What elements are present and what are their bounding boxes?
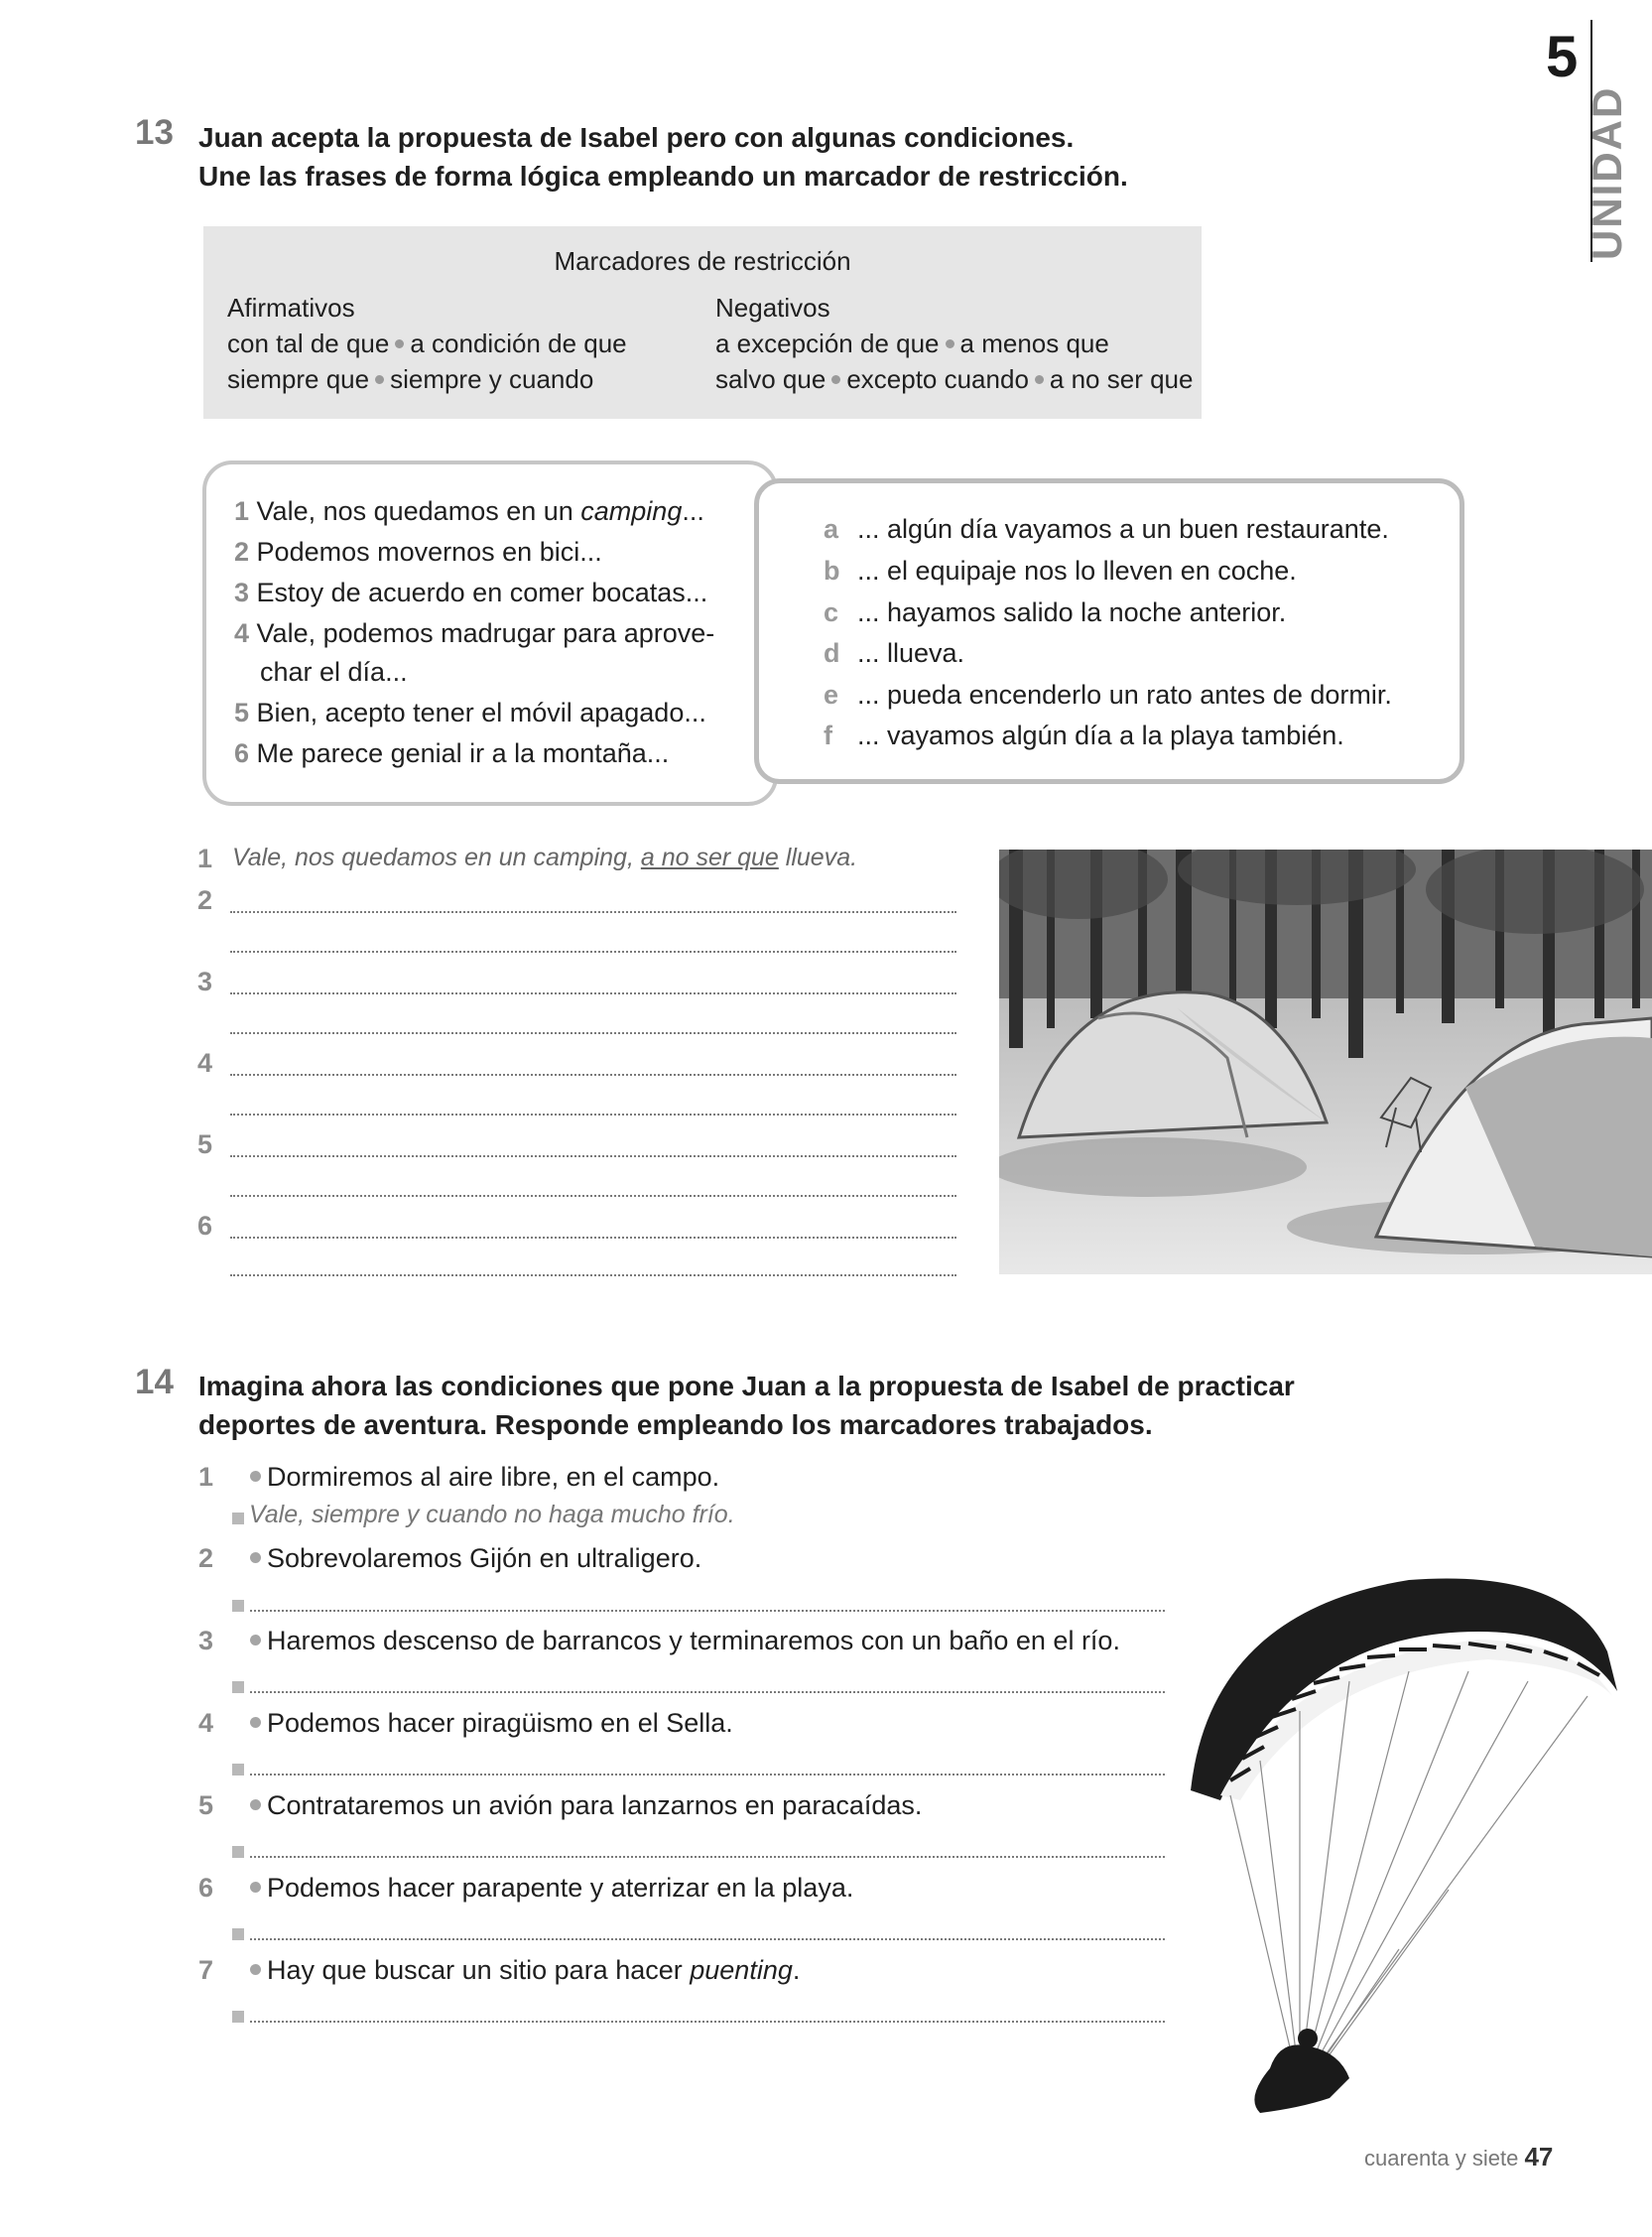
- response-line[interactable]: [250, 1856, 1165, 1858]
- proposal-item: [198, 1868, 854, 1908]
- bullet-dot: [250, 1471, 261, 1482]
- start-item: [234, 532, 602, 572]
- answer-line[interactable]: [230, 1114, 956, 1116]
- item-text: Estoy de acuerdo en comer bocatas...: [256, 578, 708, 607]
- item-letter: e: [824, 680, 839, 710]
- example-response: Vale, siempre y cuando no haga mucho frío.: [249, 1501, 735, 1528]
- answer-line[interactable]: [230, 1195, 956, 1197]
- proposal-item: [198, 1457, 720, 1497]
- example-answer: [232, 844, 857, 872]
- marker: a excepción de que: [715, 329, 940, 358]
- proposal-item: [198, 1621, 1120, 1660]
- marker: siempre y cuando: [390, 364, 594, 394]
- exercise-14-number: 14: [135, 1363, 174, 1401]
- bullet-dot: [831, 375, 840, 384]
- answer-number: 2: [197, 885, 213, 915]
- item-text: Contrataremos un avión para lanzarnos en paracaídas.: [267, 1790, 923, 1820]
- negative-row2: [715, 361, 1193, 397]
- answer-line[interactable]: [230, 1074, 956, 1076]
- proposal-item: [198, 1950, 801, 1990]
- affirmative-markers: [227, 290, 627, 397]
- item-letter: d: [824, 638, 840, 668]
- response-line[interactable]: [250, 1610, 1165, 1612]
- item-text: Podemos movernos en bici...: [256, 537, 602, 567]
- bullet-dot: [250, 1635, 261, 1645]
- bullet-dot: [395, 339, 404, 348]
- marker: a menos que: [959, 329, 1109, 358]
- ending-item: [824, 716, 1344, 755]
- ending-item: [824, 633, 964, 673]
- item-text: Podemos hacer piragüismo en el Sella.: [267, 1708, 733, 1738]
- marker: con tal de que: [227, 329, 390, 358]
- item-number: 3: [198, 1626, 214, 1655]
- item-number: 5: [198, 1790, 214, 1820]
- response-line[interactable]: [250, 1774, 1165, 1776]
- exercise-14-title: [198, 1367, 1295, 1444]
- item-letter: a: [824, 514, 839, 544]
- bullet-dot: [250, 1882, 261, 1893]
- exercise-13-title: [198, 118, 1128, 196]
- response-square-icon: [232, 1681, 244, 1693]
- answer-line[interactable]: [230, 1032, 956, 1034]
- item-text: Me parece genial ir a la montaña...: [256, 738, 670, 768]
- item-text: Vale, nos quedamos en un: [256, 496, 581, 526]
- start-item: [234, 733, 669, 773]
- marker: a condición de que: [410, 329, 627, 358]
- item-text-italic: puenting: [690, 1955, 793, 1985]
- item-number: 6: [198, 1873, 214, 1903]
- bullet-dot: [250, 1799, 261, 1810]
- start-item-continuation: char el día...: [260, 657, 408, 687]
- start-item: [234, 613, 714, 653]
- item-text: ... algún día vayamos a un buen restaurante.: [857, 514, 1389, 544]
- item-text: ... vayamos algún día a la playa también.: [857, 721, 1344, 750]
- affirmative-heading: Afirmativos: [227, 293, 355, 323]
- page-footer: [1364, 2142, 1553, 2172]
- item-number: 3: [234, 578, 250, 607]
- negative-heading: Negativos: [715, 293, 830, 323]
- markers-title: Marcadores de restricción: [554, 246, 851, 276]
- response-line[interactable]: [250, 2021, 1165, 2023]
- item-number: 7: [198, 1955, 214, 1985]
- answer-line[interactable]: [230, 992, 956, 994]
- item-number: 6: [234, 738, 250, 768]
- exercise-14-title-line2: deportes de aventura. Responde empleando los marcadores trabajados.: [198, 1409, 1153, 1440]
- answer-line[interactable]: [230, 911, 956, 913]
- start-item: [234, 573, 707, 612]
- ending-item: [824, 551, 1297, 591]
- answer-number: 6: [197, 1211, 213, 1241]
- response-square-icon: [232, 2011, 244, 2023]
- answer-number: 3: [197, 967, 213, 996]
- item-text: ... pueda encenderlo un rato antes de dormir.: [857, 680, 1392, 710]
- negative-row1: [715, 326, 1193, 361]
- answer-number: 1: [197, 844, 213, 873]
- ending-item: [824, 509, 1389, 549]
- answer-number: 5: [197, 1129, 213, 1159]
- item-letter: c: [824, 597, 839, 627]
- proposal-item: [198, 1538, 702, 1578]
- bullet-dot: [250, 1552, 261, 1563]
- item-text: Dormiremos al aire libre, en el campo.: [267, 1462, 720, 1492]
- item-text: Podemos hacer parapente y aterrizar en la playa.: [267, 1873, 854, 1903]
- exercise-13-number: 13: [135, 113, 174, 152]
- ending-item: [824, 592, 1286, 632]
- response-square-icon: [232, 1600, 244, 1612]
- item-text-tail: .: [792, 1955, 801, 1985]
- affirmative-row1: [227, 326, 627, 361]
- bullet-dot: [250, 1964, 261, 1975]
- bullet-dot: [946, 339, 954, 348]
- example-marker: a no ser que: [640, 844, 779, 871]
- response-square-icon: [232, 1764, 244, 1776]
- item-number: 5: [234, 698, 250, 727]
- unit-number: 5: [1546, 25, 1579, 89]
- start-item: [234, 693, 706, 732]
- response-square-icon: [232, 1846, 244, 1858]
- marker: siempre que: [227, 364, 370, 394]
- item-text: Vale, podemos madrugar para aprove-: [256, 618, 715, 648]
- affirmative-row2: [227, 361, 627, 397]
- proposal-item: [198, 1703, 733, 1743]
- answer-line[interactable]: [230, 1155, 956, 1157]
- negative-markers: [715, 290, 1193, 397]
- item-number: 4: [198, 1708, 214, 1738]
- response-line[interactable]: [250, 1691, 1165, 1693]
- answer-line[interactable]: [230, 1237, 956, 1239]
- bullet-dot: [250, 1717, 261, 1728]
- item-letter: b: [824, 556, 840, 586]
- page-number: 47: [1524, 2142, 1554, 2171]
- answer-line[interactable]: [230, 1274, 956, 1276]
- markers-box: [203, 226, 1202, 419]
- page-number-words: cuarenta y siete: [1364, 2146, 1519, 2171]
- marker: salvo que: [715, 364, 826, 394]
- item-text: Haremos descenso de barrancos y terminaremos con un baño en el río.: [267, 1626, 1120, 1655]
- start-item: [234, 491, 704, 531]
- example-text: Vale, nos quedamos en un camping,: [232, 844, 641, 871]
- marker: excepto cuando: [846, 364, 1029, 394]
- exercise-14-title-line1: Imagina ahora las condiciones que pone Juan a la propuesta de Isabel de practicar: [198, 1371, 1295, 1401]
- answer-number: 4: [197, 1048, 213, 1078]
- example-text-end: llueva.: [778, 844, 858, 871]
- exercise-13-title-line2: Une las frases de forma lógica empleando un marcador de restricción.: [198, 161, 1128, 192]
- item-text: Bien, acepto tener el móvil apagado...: [256, 698, 706, 727]
- item-number: 1: [198, 1462, 214, 1492]
- answer-line[interactable]: [230, 951, 956, 953]
- item-number: 1: [234, 496, 250, 526]
- response-square-icon: [232, 1928, 244, 1940]
- bullet-dot: [375, 375, 384, 384]
- item-number: 4: [234, 618, 250, 648]
- ending-item: [824, 675, 1392, 715]
- item-text: Sobrevolaremos Gijón en ultraligero.: [267, 1543, 702, 1573]
- item-text: ... hayamos salido la noche anterior.: [857, 597, 1287, 627]
- response-line[interactable]: [250, 1938, 1165, 1940]
- item-number: 2: [234, 537, 250, 567]
- camping-tents-photo: [999, 850, 1652, 1274]
- item-text: ... el equipaje nos lo lleven en coche.: [857, 556, 1297, 586]
- item-number: 2: [198, 1543, 214, 1573]
- bullet-dot: [1035, 375, 1044, 384]
- item-text-tail: ...: [682, 496, 704, 526]
- exercise-13-title-line1: Juan acepta la propuesta de Isabel pero con algunas condiciones.: [198, 122, 1075, 153]
- item-letter: f: [824, 721, 832, 750]
- unit-label: UNIDAD: [1584, 85, 1630, 260]
- item-text: ... llueva.: [857, 638, 965, 668]
- paraglider-photo: [1151, 1572, 1621, 2128]
- item-text: Hay que buscar un sitio para hacer: [267, 1955, 691, 1985]
- marker: a no ser que: [1049, 364, 1194, 394]
- response-square-icon: [232, 1513, 244, 1524]
- item-text-italic: camping: [580, 496, 683, 526]
- proposal-item: [198, 1785, 923, 1825]
